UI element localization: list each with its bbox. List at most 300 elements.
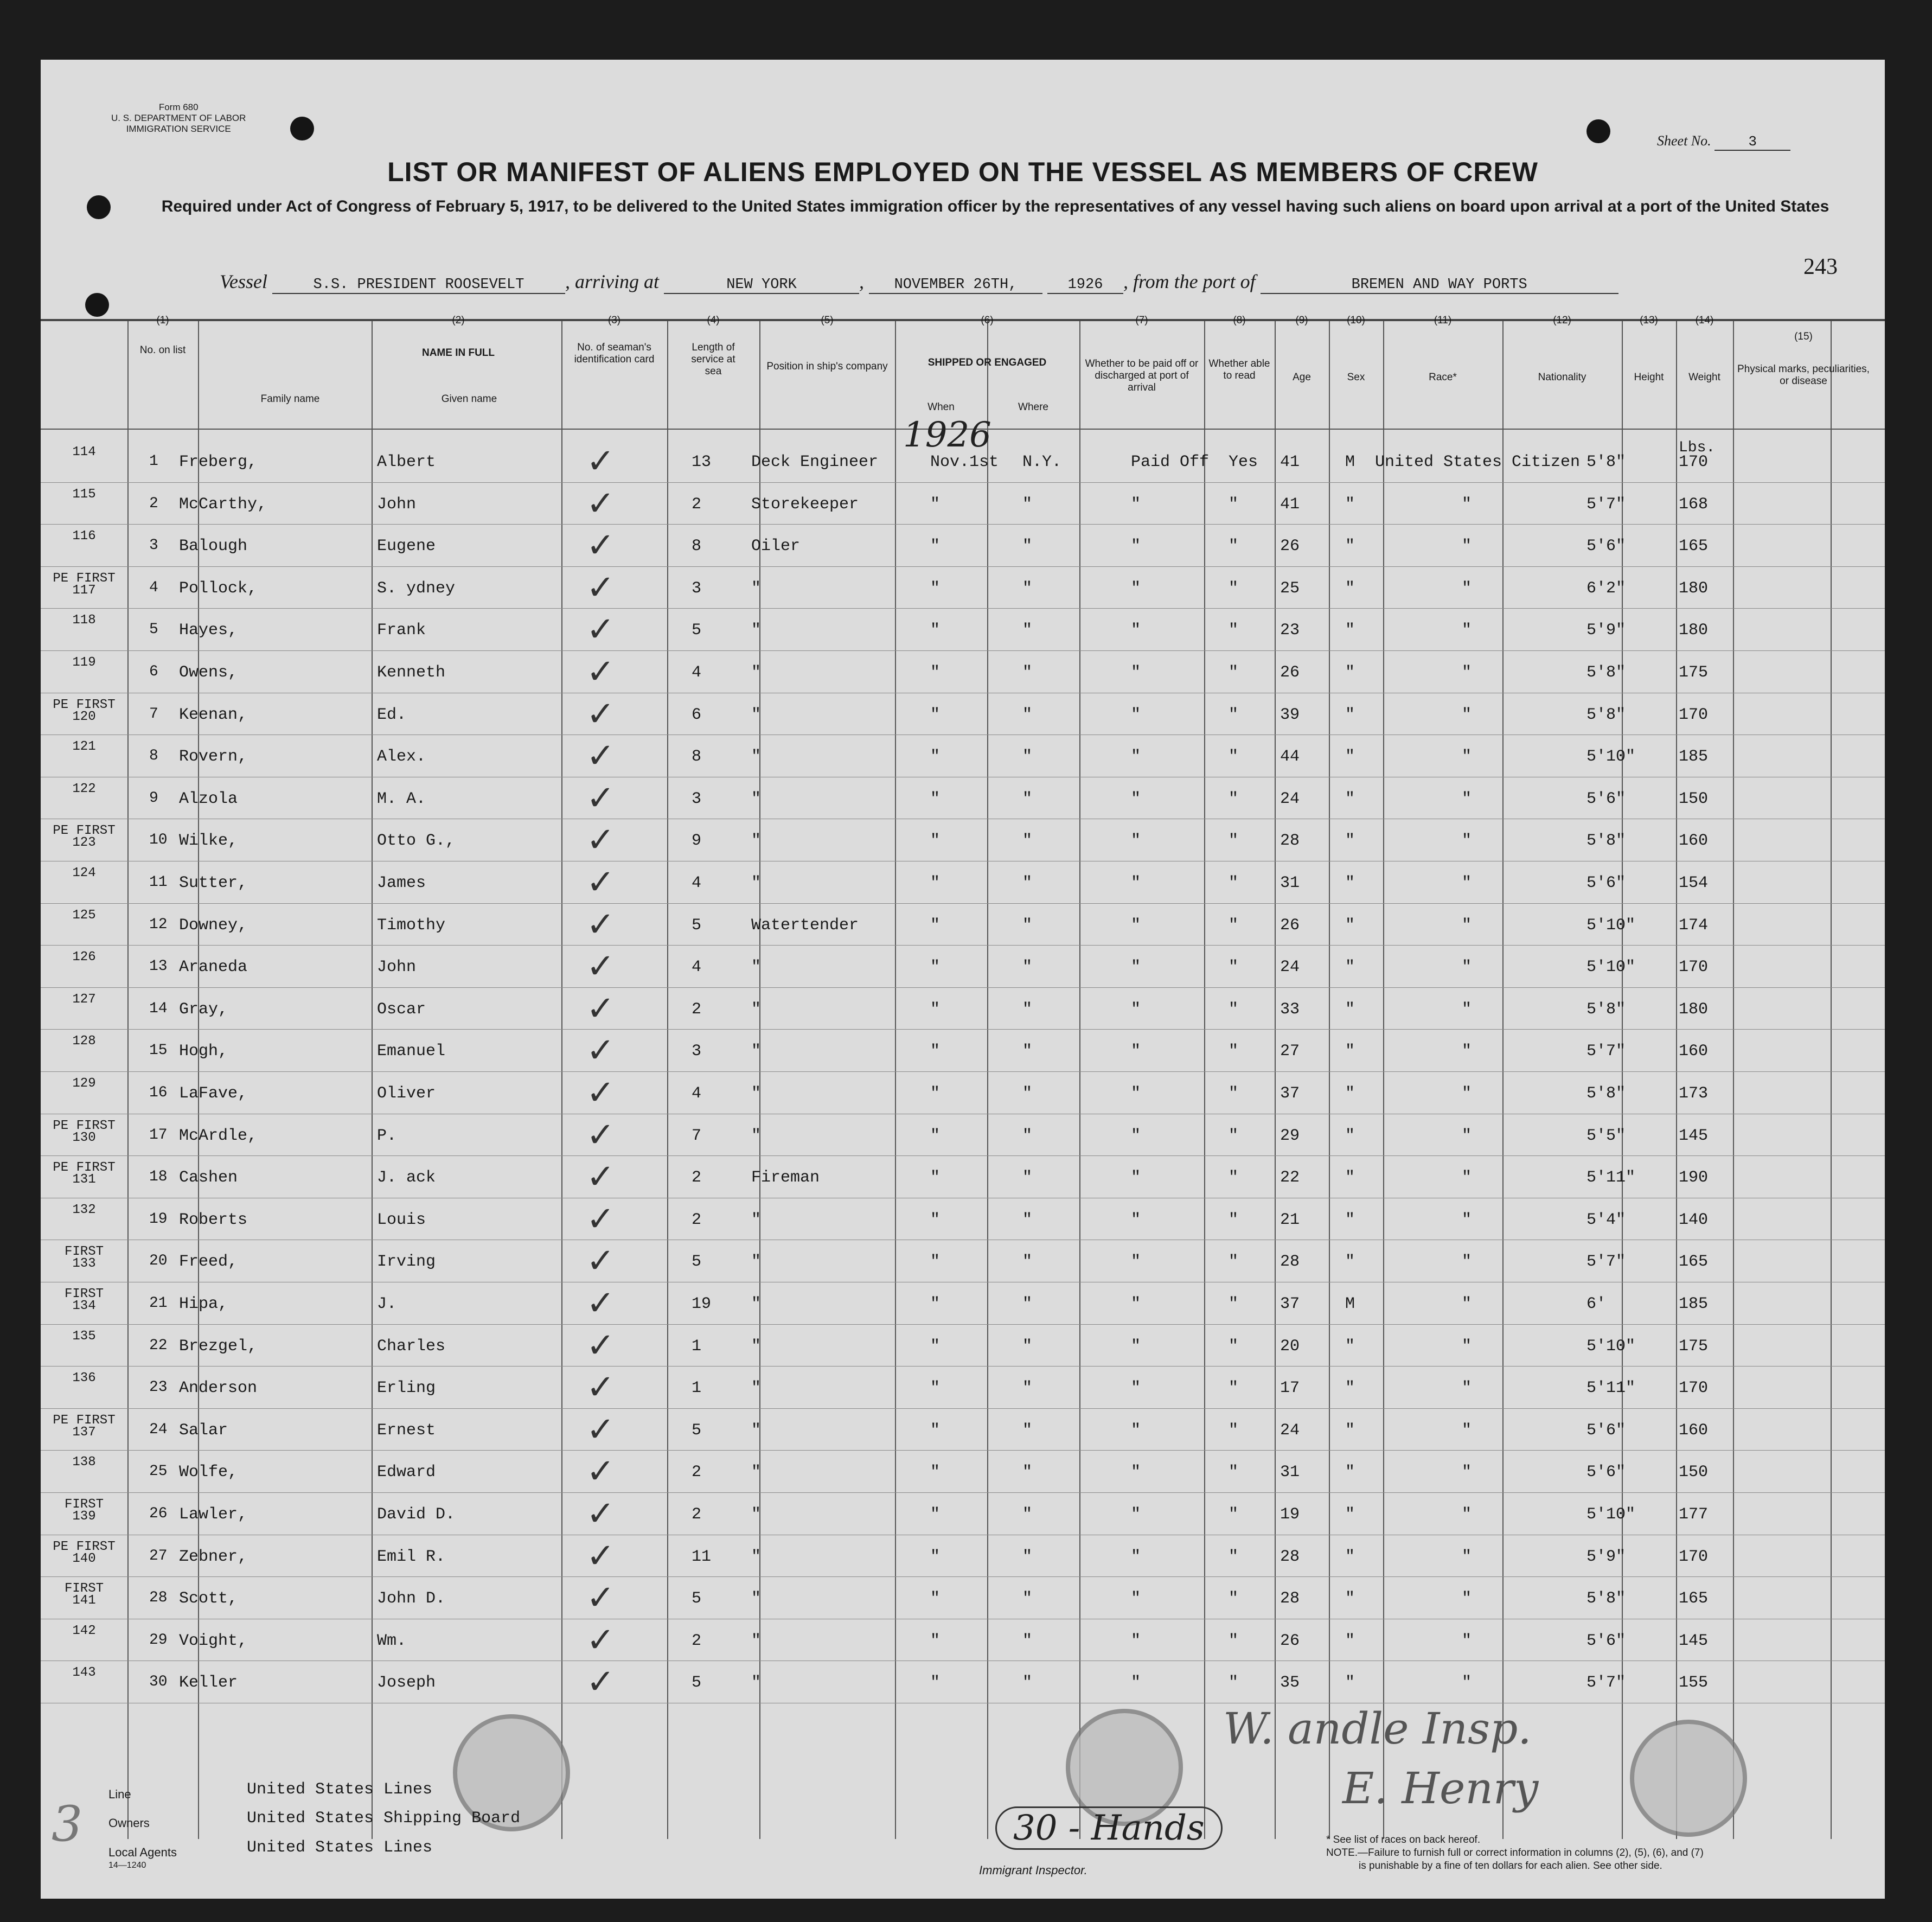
col9-number: (9) (1295, 315, 1308, 326)
sex: " (1345, 1421, 1355, 1440)
list-number: 10 (149, 832, 168, 849)
position: " (751, 874, 762, 892)
able-to-read: " (1229, 495, 1239, 514)
race: " (1462, 579, 1472, 598)
age: 20 (1280, 1337, 1300, 1356)
family-name: Balough (179, 537, 248, 556)
column-rule (1676, 320, 1677, 1839)
family-name: Zebner, (179, 1547, 248, 1566)
race: " (1462, 1168, 1472, 1187)
shipped-when: " (930, 1126, 941, 1145)
shipped-when: " (930, 789, 941, 808)
paid-off: " (1131, 1253, 1141, 1272)
height: 5'10" (1586, 1337, 1636, 1356)
family-name: Hipa, (179, 1295, 228, 1313)
col12-header: Nationality (1538, 372, 1586, 383)
shipped-where: " (1022, 1295, 1033, 1313)
height: 5'7" (1586, 1253, 1626, 1272)
height: 5'6" (1586, 1631, 1626, 1650)
position: " (751, 1210, 762, 1229)
age: 26 (1280, 1631, 1300, 1650)
paid-off: " (1131, 832, 1141, 851)
agents-label: Local Agents (108, 1846, 177, 1859)
weight: 170 (1679, 1379, 1709, 1398)
age: 26 (1280, 663, 1300, 682)
col1-number: (1) (156, 315, 169, 326)
row-rule (41, 1408, 1885, 1409)
sex: " (1345, 537, 1355, 556)
height: 5'9" (1586, 621, 1626, 640)
age: 24 (1280, 789, 1300, 808)
col13-header: Height (1634, 372, 1664, 383)
sheet-number (1657, 133, 1790, 151)
sex: " (1345, 1505, 1355, 1524)
list-number: 7 (149, 705, 158, 723)
line-label: Line (108, 1787, 131, 1801)
shipped-when: " (930, 663, 941, 682)
weight: 165 (1679, 1589, 1709, 1608)
list-number: 22 (149, 1337, 168, 1354)
sex: " (1345, 958, 1355, 977)
age: 37 (1280, 1084, 1300, 1103)
paid-off: " (1131, 1210, 1141, 1229)
given-name: Joseph (377, 1674, 436, 1693)
family-name: Hayes, (179, 621, 238, 640)
height: 5'8" (1586, 705, 1626, 724)
height: 5'6" (1586, 789, 1626, 808)
weight: 150 (1679, 1463, 1709, 1482)
margin-number: PE FIRST 130 (53, 1118, 116, 1145)
family-name-header: Family name (260, 393, 320, 405)
paid-off: " (1131, 705, 1141, 724)
col7-header: Whether to be paid off or discharged at port of arrival (1085, 358, 1199, 393)
shipped-where: " (1022, 874, 1033, 892)
given-name: Emanuel (377, 1042, 446, 1061)
row-rule (41, 482, 1885, 483)
weight: 170 (1679, 1547, 1709, 1566)
checkmark-icon: ✓ (588, 693, 612, 738)
age: 19 (1280, 1505, 1300, 1524)
family-name: McArdle, (179, 1126, 258, 1145)
given-name: Emil R. (377, 1547, 446, 1566)
age: 28 (1280, 832, 1300, 851)
sex: M (1345, 453, 1355, 471)
arrival-date: NOVEMBER 26TH, (869, 277, 1042, 294)
weight: 177 (1679, 1505, 1709, 1524)
column-rule (372, 320, 373, 1839)
shipped-when: " (930, 1463, 941, 1482)
sex: " (1345, 1379, 1355, 1398)
penalty-note-2: is punishable by a fine of ten dollars for each alien. See other side. (1359, 1860, 1662, 1872)
paid-off: " (1131, 748, 1141, 767)
margin-number: 124 (72, 866, 96, 880)
race: " (1462, 1253, 1472, 1272)
sex: " (1345, 832, 1355, 851)
sex: " (1345, 1000, 1355, 1019)
column-rule (1502, 320, 1504, 1839)
line-value: United States Lines (247, 1780, 433, 1799)
height: 5'11" (1586, 1379, 1636, 1398)
penalty-note: NOTE.—Failure to furnish full or correct information in columns (2), (5), (6), and (7) (1326, 1847, 1704, 1859)
given-name: James (377, 874, 426, 892)
given-name: Kenneth (377, 663, 446, 682)
list-number: 16 (149, 1084, 168, 1101)
race: " (1462, 1000, 1472, 1019)
able-to-read: " (1229, 1042, 1239, 1061)
sex: " (1345, 789, 1355, 808)
shipped-where: " (1022, 621, 1033, 640)
row-rule (41, 524, 1885, 525)
shipped-where: " (1022, 495, 1033, 514)
form-code: 14—1240 (108, 1861, 146, 1870)
height: 5'5" (1586, 1126, 1626, 1145)
margin-number: PE FIRST 131 (53, 1160, 116, 1187)
race: " (1462, 537, 1472, 556)
shipped-where: " (1022, 1168, 1033, 1187)
family-name: Hogh, (179, 1042, 228, 1061)
arriving-label: , arriving at (565, 271, 659, 292)
shipped-when: " (930, 1000, 941, 1019)
col3-number: (3) (607, 315, 621, 326)
service-length: 1 (692, 1379, 702, 1398)
height: 5'11" (1586, 1168, 1636, 1187)
list-number: 30 (149, 1674, 168, 1691)
paid-off: " (1131, 1084, 1141, 1103)
race: " (1462, 663, 1472, 682)
age: 21 (1280, 1210, 1300, 1229)
given-name: Otto G., (377, 832, 456, 851)
sex: " (1345, 621, 1355, 640)
able-to-read: " (1229, 621, 1239, 640)
family-name: Gray, (179, 1000, 228, 1019)
where-header: Where (1018, 401, 1048, 413)
shipped-where: " (1022, 1589, 1033, 1608)
column-rule (561, 320, 562, 1839)
row-rule (41, 1029, 1885, 1030)
family-name: Wolfe, (179, 1463, 238, 1482)
sex: " (1345, 874, 1355, 892)
family-name: Freed, (179, 1253, 238, 1272)
handwritten-year: 1926 (903, 415, 991, 455)
height: 6'2" (1586, 579, 1626, 598)
age: 28 (1280, 1253, 1300, 1272)
race: " (1462, 705, 1472, 724)
age: 28 (1280, 1589, 1300, 1608)
height: 5'6" (1586, 1421, 1626, 1440)
height: 6' (1586, 1295, 1607, 1313)
weight: 168 (1679, 495, 1709, 514)
able-to-read: " (1229, 1210, 1239, 1229)
shipped-where: " (1022, 1210, 1033, 1229)
age: 17 (1280, 1379, 1300, 1398)
given-name: Wm. (377, 1631, 407, 1650)
list-number: 5 (149, 621, 158, 638)
family-name: Lawler, (179, 1505, 248, 1524)
list-number: 25 (149, 1463, 168, 1480)
race: " (1462, 1210, 1472, 1229)
list-number: 13 (149, 958, 168, 975)
checkmark-icon: ✓ (588, 1072, 612, 1116)
race: " (1462, 1505, 1472, 1524)
column-rule (1079, 320, 1080, 1839)
checkmark-icon: ✓ (588, 1535, 612, 1580)
margin-number: FIRST 139 (64, 1497, 104, 1524)
column-rule (1383, 320, 1384, 1839)
height: 5'7" (1586, 495, 1626, 514)
weight: 190 (1679, 1168, 1709, 1187)
weight: 145 (1679, 1126, 1709, 1145)
consulate-seal (1630, 1720, 1747, 1837)
position: " (751, 1084, 762, 1103)
checkmark-icon: ✓ (588, 987, 612, 1032)
list-number: 8 (149, 748, 158, 765)
margin-number: 142 (72, 1623, 96, 1638)
checkmark-icon: ✓ (588, 819, 612, 864)
race: " (1462, 1042, 1472, 1061)
position: Watertender (751, 916, 859, 935)
inspector-label: Immigrant Inspector. (979, 1863, 1087, 1877)
paid-off: " (1131, 1631, 1141, 1650)
sex: " (1345, 1042, 1355, 1061)
weight: 180 (1679, 621, 1709, 640)
family-name: Cashen (179, 1168, 238, 1187)
able-to-read: " (1229, 1295, 1239, 1313)
shipped-when: " (930, 579, 941, 598)
service-length: 5 (692, 1674, 702, 1693)
shipped-where: " (1022, 537, 1033, 556)
shipped-where: " (1022, 1042, 1033, 1061)
race: United States Citizen (1375, 453, 1581, 471)
paid-off: " (1131, 874, 1141, 892)
given-name: Louis (377, 1210, 426, 1229)
height: 5'8" (1586, 453, 1626, 471)
margin-number: 128 (72, 1034, 96, 1049)
service-length: 8 (692, 748, 702, 767)
race: " (1462, 958, 1472, 977)
race: " (1462, 1126, 1472, 1145)
checkmark-icon: ✓ (588, 440, 612, 485)
col1-header: No. on list (139, 344, 186, 356)
position: " (751, 579, 762, 598)
checkmark-icon: ✓ (588, 1577, 612, 1622)
shipped-when: " (930, 495, 941, 514)
position: " (751, 1253, 762, 1272)
able-to-read: " (1229, 958, 1239, 977)
sex: " (1345, 1589, 1355, 1608)
punch-hole (290, 117, 314, 141)
paid-off: " (1131, 1126, 1141, 1145)
able-to-read: Yes (1229, 453, 1258, 471)
checkmark-icon: ✓ (588, 1661, 612, 1706)
checkmark-icon: ✓ (588, 1451, 612, 1496)
row-rule (41, 945, 1885, 946)
family-name: McCarthy, (179, 495, 267, 514)
row-rule (41, 1071, 1885, 1072)
race: " (1462, 1379, 1472, 1398)
shipped-where: " (1022, 1379, 1033, 1398)
given-name: John D. (377, 1589, 446, 1608)
sheet-number-value: 3 (1715, 133, 1790, 151)
shipped-where: " (1022, 748, 1033, 767)
given-name: Oliver (377, 1084, 436, 1103)
given-name: Frank (377, 621, 426, 640)
shipped-where: " (1022, 1674, 1033, 1693)
column-rule (1831, 320, 1832, 1839)
vessel-name: S.S. PRESIDENT ROOSEVELT (272, 277, 565, 294)
age: 31 (1280, 874, 1300, 892)
margin-number: 132 (72, 1202, 96, 1217)
owners-label: Owners (108, 1816, 150, 1830)
shipped-when: " (930, 1674, 941, 1693)
weight: 170 (1679, 453, 1709, 471)
checkmark-icon: ✓ (588, 903, 612, 948)
position: " (751, 958, 762, 977)
age: 27 (1280, 1042, 1300, 1061)
shipped-when: " (930, 1421, 941, 1440)
checkmark-icon: ✓ (588, 1324, 612, 1369)
position: Fireman (751, 1168, 820, 1187)
shipped-where: " (1022, 1337, 1033, 1356)
sex: " (1345, 1168, 1355, 1187)
shipped-where: " (1022, 916, 1033, 935)
weight: 170 (1679, 705, 1709, 724)
able-to-read: " (1229, 916, 1239, 935)
position: " (751, 1295, 762, 1313)
checkmark-icon: ✓ (588, 609, 612, 654)
paid-off: " (1131, 1000, 1141, 1019)
shipped-where: " (1022, 1126, 1033, 1145)
column-rule (895, 320, 896, 1839)
height: 5'10" (1586, 1505, 1636, 1524)
shipped-where: " (1022, 1000, 1033, 1019)
list-number: 19 (149, 1210, 168, 1228)
given-name-header: Given name (441, 393, 497, 405)
paid-off: " (1131, 1295, 1141, 1313)
sheet-number-label: Sheet No. (1657, 133, 1711, 149)
shipped-where: " (1022, 832, 1033, 851)
shipped-where: " (1022, 705, 1033, 724)
shipped-when: " (930, 1505, 941, 1524)
when-header: When (927, 401, 955, 413)
sex: " (1345, 748, 1355, 767)
arrival-year: 1926 (1047, 277, 1123, 294)
col8-header: Whether able to read (1208, 358, 1270, 381)
col5-header: Position in ship's company (766, 361, 888, 372)
col8-number: (8) (1233, 315, 1246, 326)
position: " (751, 1547, 762, 1566)
given-name: David D. (377, 1505, 456, 1524)
given-name: S. ydney (377, 579, 456, 598)
service-length: 9 (692, 832, 702, 851)
paid-off: " (1131, 958, 1141, 977)
shipped-where: " (1022, 958, 1033, 977)
service-length: 6 (692, 705, 702, 724)
races-note: * See list of races on back hereof. (1326, 1834, 1481, 1846)
sex: " (1345, 1631, 1355, 1650)
paid-off: " (1131, 789, 1141, 808)
row-rule (41, 1492, 1885, 1493)
margin-number: PE FIRST 120 (53, 697, 116, 724)
punch-hole (1586, 119, 1610, 143)
sex: " (1345, 1674, 1355, 1693)
handwritten-signature: W. andle Insp. (1223, 1703, 1532, 1754)
paid-off: " (1131, 1547, 1141, 1566)
list-number: 27 (149, 1547, 168, 1565)
margin-number: 114 (72, 445, 96, 459)
weight: 165 (1679, 537, 1709, 556)
weight: 154 (1679, 874, 1709, 892)
race: " (1462, 1674, 1472, 1693)
race: " (1462, 832, 1472, 851)
shipped-when: " (930, 1084, 941, 1103)
col14-number: (14) (1695, 315, 1714, 326)
form-dept: U. S. DEPARTMENT OF LABOR (111, 113, 246, 123)
row-rule (41, 1155, 1885, 1156)
able-to-read: " (1229, 1631, 1239, 1650)
margin-number: FIRST 134 (64, 1287, 104, 1313)
weight: 180 (1679, 579, 1709, 598)
able-to-read: " (1229, 1126, 1239, 1145)
shipped-when: " (930, 748, 941, 767)
paid-off: " (1131, 1589, 1141, 1608)
col2-header: NAME IN FULL (421, 347, 495, 359)
shipped-when: " (930, 916, 941, 935)
race: " (1462, 1337, 1472, 1356)
sex: " (1345, 1084, 1355, 1103)
shipped-when: " (930, 705, 941, 724)
height: 5'8" (1586, 1589, 1626, 1608)
sex: " (1345, 1547, 1355, 1566)
paid-off: " (1131, 1042, 1141, 1061)
col2-number: (2) (452, 315, 465, 326)
checkmark-icon: ✓ (588, 1367, 612, 1412)
race: " (1462, 874, 1472, 892)
row-rule (41, 650, 1885, 651)
service-length: 5 (692, 1589, 702, 1608)
height: 5'8" (1586, 1084, 1626, 1103)
list-number: 29 (149, 1631, 168, 1649)
shipped-when: " (930, 958, 941, 977)
list-number: 21 (149, 1295, 168, 1312)
position: " (751, 663, 762, 682)
position: " (751, 1379, 762, 1398)
position: " (751, 1463, 762, 1482)
margin-number: 135 (72, 1329, 96, 1344)
service-length: 2 (692, 1168, 702, 1187)
shipped-when: Nov.1st (930, 453, 999, 471)
col6-header: SHIPPED OR ENGAGED (927, 357, 1047, 368)
sex: " (1345, 1126, 1355, 1145)
weight: 170 (1679, 958, 1709, 977)
form-tag (111, 102, 246, 135)
position: " (751, 1631, 762, 1650)
weight: 160 (1679, 832, 1709, 851)
col5-number: (5) (821, 315, 834, 326)
list-number: 20 (149, 1253, 168, 1270)
height: 5'8" (1586, 1000, 1626, 1019)
weight: 145 (1679, 1631, 1709, 1650)
position: " (751, 789, 762, 808)
sex: " (1345, 495, 1355, 514)
shipped-when: " (930, 537, 941, 556)
margin-number: 127 (72, 992, 96, 1007)
shipped-when: " (930, 1589, 941, 1608)
position: " (751, 1421, 762, 1440)
shipped-when: " (930, 1631, 941, 1650)
able-to-read: " (1229, 1337, 1239, 1356)
page-subtitle: Required under Act of Congress of February 5, 1917, to be delivered to the United States immigration officer by the representatives of any vessel having such aliens on board upon arrival at a port of the United States (161, 197, 1829, 215)
given-name: P. (377, 1126, 397, 1145)
